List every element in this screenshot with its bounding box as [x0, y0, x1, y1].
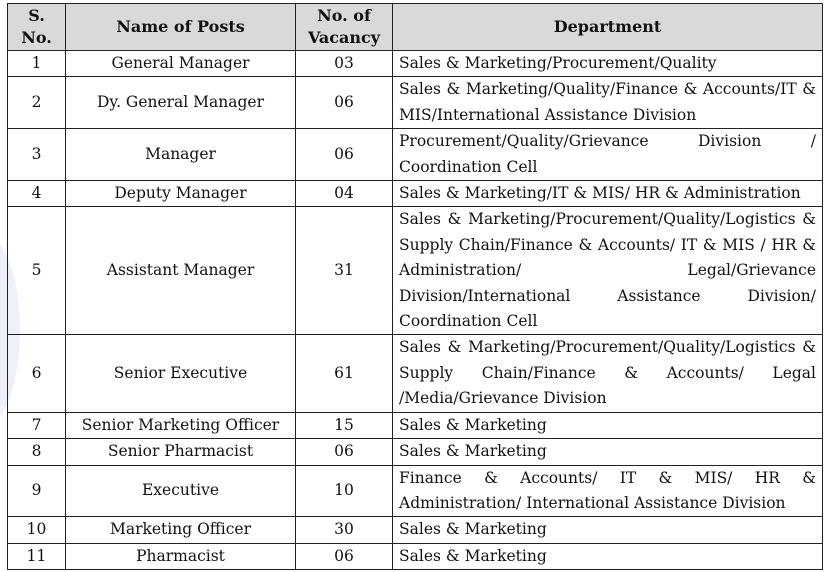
cell-department: Sales & Marketing	[393, 543, 823, 569]
table-row	[8, 543, 823, 569]
cell-post: Senior Executive	[66, 335, 296, 412]
header-post-name: Name of Posts	[66, 4, 296, 51]
table-row	[8, 129, 823, 181]
cell-sno: 5	[8, 207, 66, 335]
cell-vacancy: 03	[296, 51, 393, 77]
cell-sno: 8	[8, 439, 66, 465]
cell-department: Sales & Marketing/Procurement/Quality	[393, 51, 823, 77]
cell-vacancy: 06	[296, 129, 393, 181]
cell-post: Manager	[66, 129, 296, 181]
cell-vacancy: 06	[296, 543, 393, 569]
cell-sno: 9	[8, 465, 66, 517]
cell-sno: 3	[8, 129, 66, 181]
table-header	[8, 4, 823, 51]
header-row	[8, 4, 823, 51]
cell-department: Sales & Marketing	[393, 517, 823, 543]
cell-vacancy: 04	[296, 181, 393, 207]
table-row	[8, 412, 823, 438]
table-row	[8, 439, 823, 465]
cell-vacancy: 30	[296, 517, 393, 543]
header-department: Department	[393, 4, 823, 51]
cell-department: Sales & Marketing/IT & MIS/ HR & Administration	[393, 181, 823, 207]
cell-sno: 10	[8, 517, 66, 543]
cell-vacancy: 06	[296, 77, 393, 129]
cell-vacancy: 61	[296, 335, 393, 412]
cell-department: Procurement/Quality/Grievance Division / Coordination Cell	[393, 129, 823, 181]
cell-post: Marketing Officer	[66, 517, 296, 543]
cell-post: General Manager	[66, 51, 296, 77]
header-sno: S. No.	[8, 4, 66, 51]
header-vacancy: No. of Vacancy	[296, 4, 393, 51]
table-row	[8, 335, 823, 412]
cell-department: Sales & Marketing/Quality/Finance & Accounts/IT & MIS/International Assistance Division	[393, 77, 823, 129]
table-row	[8, 181, 823, 207]
table-row	[8, 517, 823, 543]
cell-sno: 11	[8, 543, 66, 569]
cell-post: Pharmacist	[66, 543, 296, 569]
cell-department: Sales & Marketing	[393, 439, 823, 465]
cell-department: Sales & Marketing/Procurement/Quality/Logistics & Supply Chain/Finance & Accounts/ Legal /Media/Grievance Division	[393, 335, 823, 412]
cell-sno: 4	[8, 181, 66, 207]
cell-department: Sales & Marketing/Procurement/Quality/Logistics & Supply Chain/Finance & Accounts/ IT & MIS / HR & Administration/ Legal/Grievance Division/International Assistance Division/ Coordination Cell	[393, 207, 823, 335]
cell-post: Senior Marketing Officer	[66, 412, 296, 438]
table-body	[8, 51, 823, 570]
cell-vacancy: 31	[296, 207, 393, 335]
cell-sno: 2	[8, 77, 66, 129]
table-row	[8, 207, 823, 335]
cell-sno: 1	[8, 51, 66, 77]
table-row	[8, 77, 823, 129]
cell-post: Assistant Manager	[66, 207, 296, 335]
table-row	[8, 465, 823, 517]
cell-post: Senior Pharmacist	[66, 439, 296, 465]
cell-vacancy: 06	[296, 439, 393, 465]
cell-post: Executive	[66, 465, 296, 517]
cell-sno: 7	[8, 412, 66, 438]
cell-department: Finance & Accounts/ IT & MIS/ HR & Administration/ International Assistance Division	[393, 465, 823, 517]
table-row	[8, 51, 823, 77]
cell-vacancy: 10	[296, 465, 393, 517]
vacancy-table	[7, 3, 823, 570]
cell-post: Dy. General Manager	[66, 77, 296, 129]
cell-vacancy: 15	[296, 412, 393, 438]
cell-sno: 6	[8, 335, 66, 412]
cell-post: Deputy Manager	[66, 181, 296, 207]
cell-department: Sales & Marketing	[393, 412, 823, 438]
